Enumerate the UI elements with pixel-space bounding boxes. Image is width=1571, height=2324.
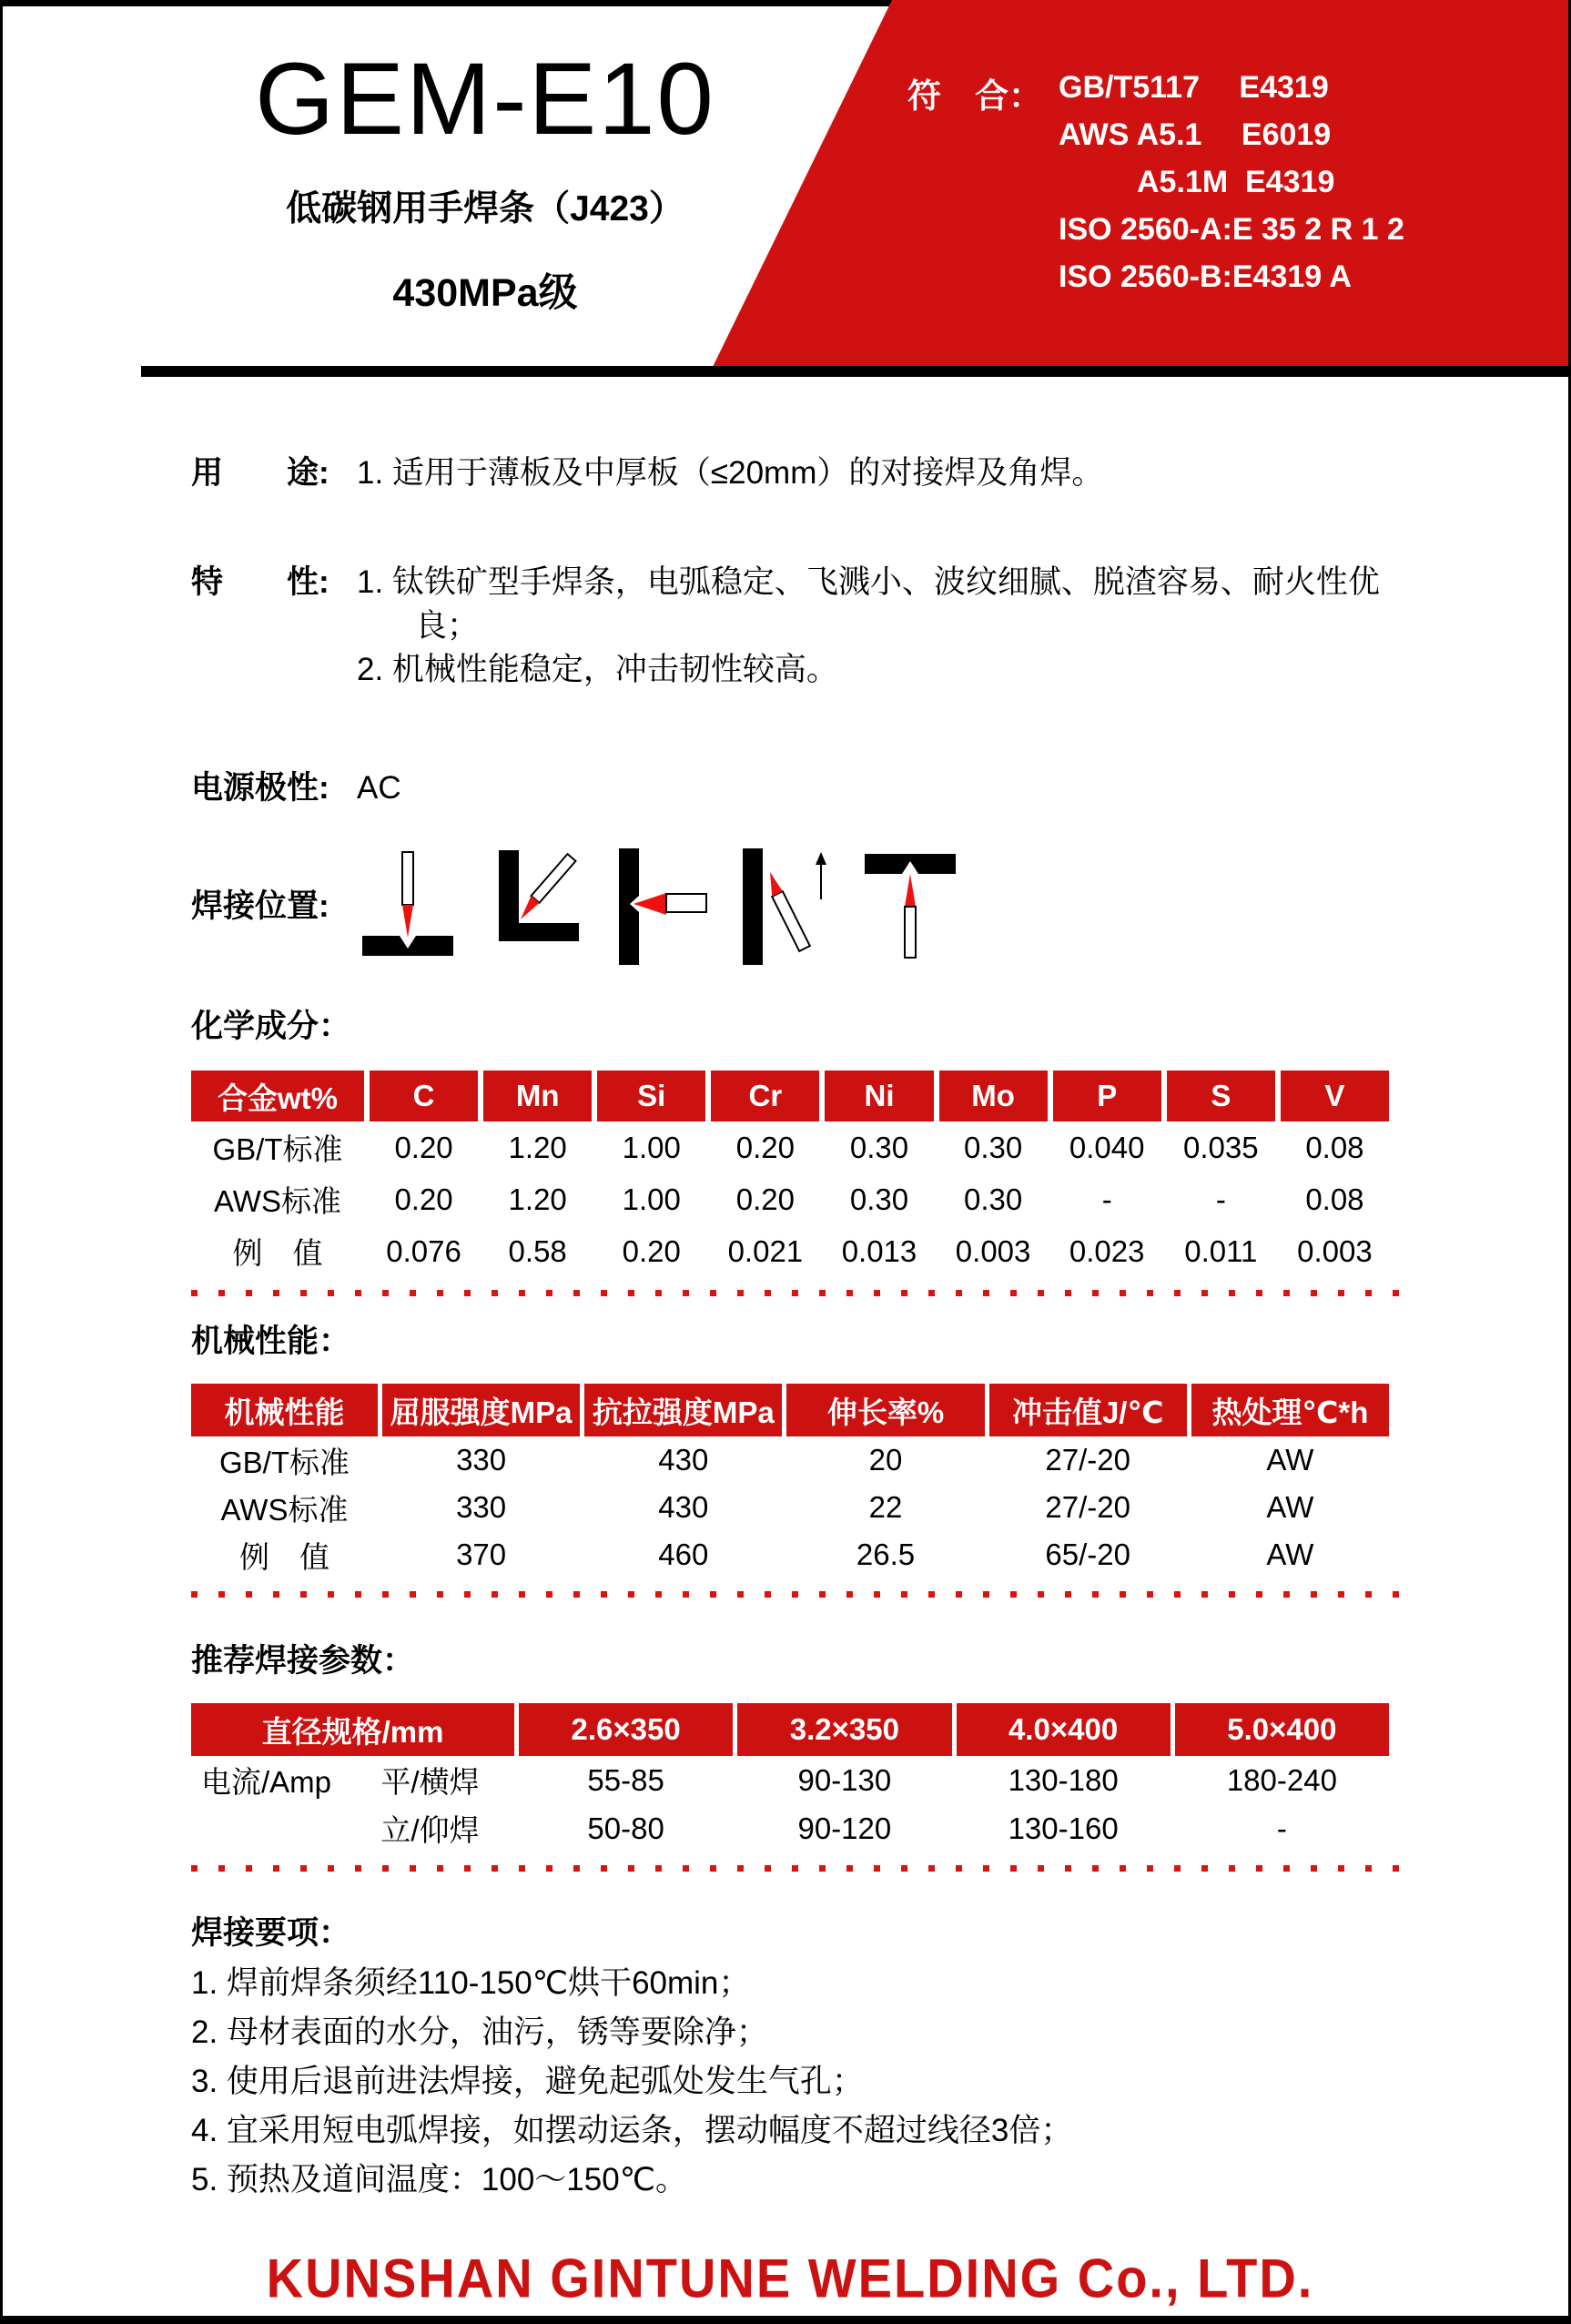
chem-header-cell: Ni xyxy=(825,1071,933,1121)
mech-cell: 65/-20 xyxy=(1045,1537,1130,1571)
chemical-section-title: 化学成分： xyxy=(191,1009,351,1044)
chem-cell: 0.035 xyxy=(1183,1130,1259,1164)
mech-header-cell: 热处理℃*h xyxy=(1191,1384,1389,1436)
mech-cell: 430 xyxy=(658,1443,709,1477)
mech-cell: AW xyxy=(1266,1490,1314,1524)
chem-cell: 0.30 xyxy=(963,1130,1023,1164)
notes-list xyxy=(191,1959,1389,2205)
content xyxy=(0,452,1571,2308)
params-cell: 130-160 xyxy=(1008,1811,1119,1845)
note-item: 2. 母材表面的水分，油污，锈等要除净； xyxy=(191,2014,768,2050)
chem-header-cell: Mo xyxy=(939,1071,1048,1121)
chem-header-cell: Mn xyxy=(483,1071,592,1121)
parameters-table-body xyxy=(191,1756,1389,1852)
compliance-line: AWS A5.1 E6019 xyxy=(1059,117,1332,152)
chem-cell: 1.20 xyxy=(508,1130,567,1164)
usage-label: 用 途: xyxy=(191,455,329,491)
chem-header-cell: C xyxy=(370,1071,478,1121)
horizontal-position-icon xyxy=(608,847,710,967)
mech-cell: 460 xyxy=(658,1537,709,1571)
compliance-label: 符 合： xyxy=(907,77,1042,115)
chem-cell: 0.20 xyxy=(735,1130,795,1164)
note-item: 5. 预热及道间温度：100～150℃。 xyxy=(191,2162,688,2197)
compliance-line: ISO 2560-A:E 35 2 R 1 2 xyxy=(1059,212,1404,247)
chem-cell: 0.20 xyxy=(622,1233,681,1268)
params-cell: 55-85 xyxy=(587,1762,664,1797)
params-header-cell: 直径规格/mm xyxy=(191,1703,514,1756)
mech-cell: 430 xyxy=(658,1490,709,1524)
mech-row-label: GB/T标准 xyxy=(218,1445,350,1479)
polarity-row xyxy=(191,766,1389,810)
positions-label: 焊接位置: xyxy=(191,888,329,924)
chem-cell: 0.58 xyxy=(508,1233,567,1268)
chem-cell: 0.021 xyxy=(727,1233,804,1268)
chem-cell: 0.30 xyxy=(849,1182,909,1216)
params-header-cell: 5.0×400 xyxy=(1175,1703,1389,1756)
params-cell: 90-120 xyxy=(797,1811,892,1845)
mech-cell: AW xyxy=(1266,1443,1314,1477)
chem-cell: 0.20 xyxy=(394,1182,453,1216)
chem-cell: 0.013 xyxy=(841,1233,917,1268)
parameters-table-header xyxy=(191,1703,1389,1756)
params-row-label: 立/仰焊 xyxy=(380,1813,480,1847)
params-cell: 90-130 xyxy=(797,1762,892,1797)
features-list xyxy=(357,561,1389,692)
mech-cell: 27/-20 xyxy=(1045,1443,1130,1477)
chem-cell: 0.076 xyxy=(386,1233,461,1268)
params-header-cell: 4.0×400 xyxy=(957,1703,1171,1756)
mechanical-section-title: 机械性能： xyxy=(191,1324,351,1359)
usage-text: 1. 适用于薄板及中厚板（≤20mm）的对接焊及角焊。 xyxy=(357,455,1104,491)
chem-cell: 1.20 xyxy=(508,1182,567,1216)
chem-row-label: GB/T标准 xyxy=(212,1132,343,1166)
chem-cell: 0.20 xyxy=(735,1182,795,1216)
position-icons xyxy=(357,847,961,967)
mech-cell: 370 xyxy=(456,1537,507,1571)
mech-cell: 330 xyxy=(456,1490,507,1524)
chemical-table xyxy=(191,1071,1389,1277)
dotted-separator xyxy=(191,1290,1402,1296)
left-rule xyxy=(0,0,3,2324)
compliance-lines xyxy=(1059,64,1568,300)
mech-header-cell: 伸长率% xyxy=(786,1384,984,1436)
params-cell: - xyxy=(1276,1811,1287,1845)
compliance-line: GB/T5117 E4319 xyxy=(1059,70,1329,105)
chem-cell: 0.08 xyxy=(1305,1130,1364,1164)
chem-row-label: 例 值 xyxy=(232,1236,323,1270)
product-title: GEM-E10 xyxy=(255,42,715,156)
feature-item: 2. 机械性能稳定，冲击韧性较高。 xyxy=(357,652,838,687)
current-label: 电流/Amp xyxy=(200,1765,332,1799)
mech-header-cell: 机械性能 xyxy=(191,1384,378,1436)
chem-cell: 0.023 xyxy=(1069,1233,1145,1268)
chem-header-cell: Si xyxy=(597,1071,705,1121)
chem-header-cell: S xyxy=(1167,1071,1275,1121)
flat-position-icon xyxy=(357,847,459,967)
usage-row xyxy=(191,452,1389,495)
header-divider xyxy=(141,366,1571,377)
parameters-section-title: 推荐焊接参数： xyxy=(191,1643,415,1679)
overhead-position-icon xyxy=(859,847,961,967)
dotted-separator xyxy=(191,1865,1402,1872)
dotted-separator xyxy=(191,1591,1402,1598)
chem-cell: 0.003 xyxy=(955,1233,1031,1268)
mech-header-cell: 屈服强度MPa xyxy=(382,1384,580,1436)
chem-cell: 0.30 xyxy=(849,1130,909,1164)
chem-cell: 0.30 xyxy=(963,1182,1023,1216)
polarity-label: 电源极性: xyxy=(191,770,329,806)
chem-cell: 0.011 xyxy=(1184,1233,1258,1268)
company-logo-text: KUNSHAN GINTUNE WELDING Co., LTD. xyxy=(266,2247,1314,2309)
features-label: 特 性: xyxy=(191,564,329,600)
params-cell: 50-80 xyxy=(587,1811,664,1845)
product-grade: 430MPa级 xyxy=(392,271,578,315)
compliance-line: A5.1M E4319 xyxy=(1137,165,1335,199)
mechanical-table xyxy=(191,1384,1389,1578)
note-item: 1. 焊前焊条须经110-150℃烘干60min； xyxy=(191,1965,751,2001)
mech-row-label: 例 值 xyxy=(239,1539,329,1574)
bottom-rule xyxy=(0,2316,1571,2324)
chem-cell: 0.08 xyxy=(1305,1182,1364,1216)
mech-row-label: AWS标准 xyxy=(220,1492,349,1527)
note-item: 3. 使用后退前进法焊接，避免起弧处发生气孔； xyxy=(191,2064,864,2099)
mech-cell: 27/-20 xyxy=(1045,1490,1130,1524)
chem-cell: 1.00 xyxy=(622,1130,681,1164)
notes-section-title: 焊接要项： xyxy=(191,1915,351,1951)
chem-header-cell: 合金wt% xyxy=(191,1071,364,1121)
chem-cell: 0.040 xyxy=(1069,1130,1145,1164)
chem-header-cell: V xyxy=(1281,1071,1389,1121)
chem-header-cell: P xyxy=(1053,1071,1161,1121)
compliance-line: ISO 2560-B:E4319 A xyxy=(1059,259,1352,294)
chem-cell: 0.20 xyxy=(394,1130,453,1164)
params-cell: 130-180 xyxy=(1008,1762,1119,1797)
mech-cell: 26.5 xyxy=(856,1537,916,1571)
product-subtitle: 低碳钢用手焊条（J423） xyxy=(286,189,684,228)
mech-cell: 22 xyxy=(868,1490,903,1524)
mech-cell: AW xyxy=(1266,1537,1314,1571)
params-cell: 180-240 xyxy=(1226,1762,1337,1797)
mech-cell: 20 xyxy=(868,1443,903,1477)
params-row-label: 平/横焊 xyxy=(380,1765,480,1799)
note-item: 4. 宜采用短电弧焊接，如摆动运条，摆动幅度不超过线径3倍； xyxy=(191,2113,1073,2148)
params-header-cell: 2.6×350 xyxy=(519,1703,733,1756)
feature-item: 1. 钛铁矿型手焊条，电弧稳定、飞溅小、波纹细腻、脱渣容易、耐火性优良； xyxy=(357,564,1380,644)
header xyxy=(0,0,1571,377)
chem-header-cell: Cr xyxy=(711,1071,819,1121)
mech-cell: 330 xyxy=(456,1443,507,1477)
chem-cell: - xyxy=(1101,1182,1112,1216)
chem-cell: - xyxy=(1215,1182,1226,1216)
chem-cell: 1.00 xyxy=(622,1182,681,1216)
welding-positions-row xyxy=(191,847,1389,967)
chem-cell: 0.003 xyxy=(1297,1233,1373,1268)
features-row xyxy=(191,561,1389,692)
polarity-value: AC xyxy=(357,770,401,806)
mech-header-cell: 冲击值J/℃ xyxy=(989,1384,1187,1436)
fillet-position-icon xyxy=(482,847,584,967)
vertical-up-position-icon xyxy=(734,847,836,967)
params-header-cell: 3.2×350 xyxy=(737,1703,951,1756)
mech-header-cell: 抗拉强度MPa xyxy=(584,1384,782,1436)
chem-row-label: AWS标准 xyxy=(214,1184,341,1218)
